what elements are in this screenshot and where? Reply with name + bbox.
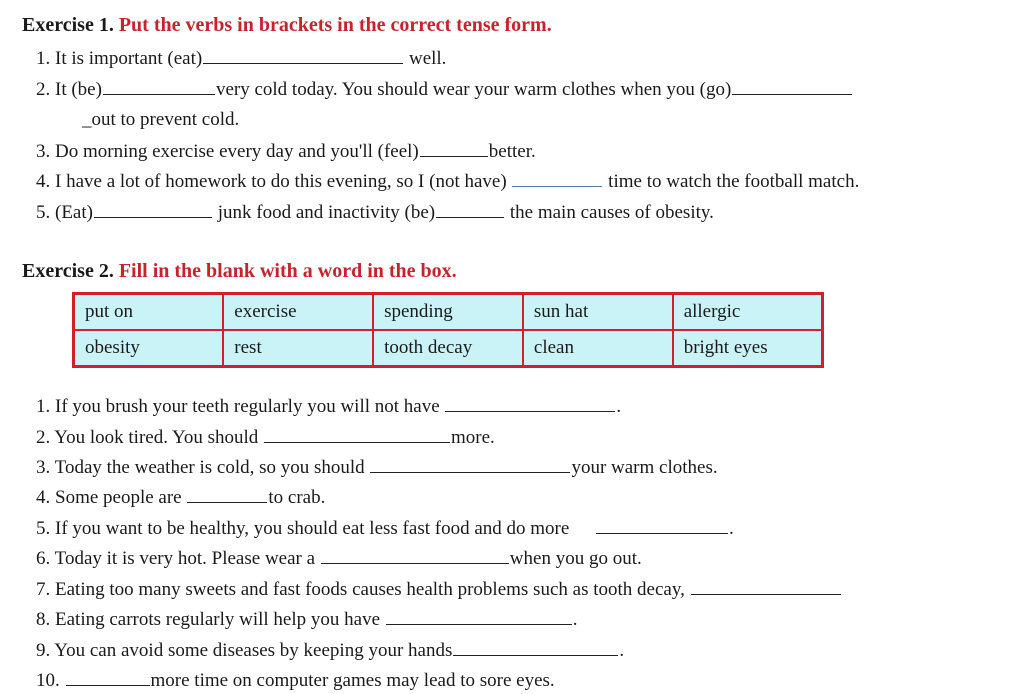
word-box-row — [74, 294, 823, 331]
ex2-item-4 — [36, 485, 325, 510]
item-text: You look tired. You should — [54, 427, 259, 448]
item-text: It (be) — [55, 79, 102, 100]
item-number: 4. — [36, 487, 51, 508]
answer-blank[interactable] — [66, 668, 150, 686]
answer-blank[interactable] — [445, 394, 615, 412]
word-box — [72, 292, 824, 368]
word-box-cell: allergic — [673, 294, 823, 331]
answer-blank[interactable] — [94, 200, 212, 218]
item-text: I have a lot of homework to do this evening, so I (not have) — [55, 171, 507, 192]
item-number: 2. — [36, 427, 51, 448]
item-text: . — [616, 396, 622, 417]
ex1-item-2-continued — [82, 108, 239, 132]
item-number: 1. — [36, 396, 51, 417]
answer-blank[interactable] — [386, 607, 572, 625]
answer-blank[interactable] — [436, 200, 504, 218]
answer-blank[interactable] — [103, 77, 215, 95]
item-text: . — [572, 609, 578, 630]
item-text: Today it is very hot. Please wear a — [54, 548, 316, 569]
exercise2-heading — [22, 259, 457, 283]
item-text: Eating too many sweets and fast foods causes health problems such as tooth decay, — [55, 579, 685, 600]
ex1-item-1 — [36, 46, 446, 71]
answer-blank[interactable] — [187, 485, 267, 503]
ex2-item-7 — [36, 577, 842, 602]
item-text: time to watch the football match. — [608, 171, 860, 192]
answer-blank[interactable] — [512, 169, 602, 187]
item-text: more. — [451, 427, 495, 448]
answer-blank[interactable] — [321, 546, 509, 564]
item-number: 5. — [36, 202, 51, 223]
word-box-cell: clean — [523, 330, 673, 367]
answer-blank[interactable] — [264, 425, 450, 443]
item-text: Do morning exercise every day and you'll (feel) — [55, 141, 419, 162]
item-text: junk food and inactivity (be) — [217, 202, 436, 223]
ex2-item-8 — [36, 607, 578, 632]
ex2-item-1 — [36, 394, 621, 419]
item-number: 3. — [36, 457, 51, 478]
item-text: when you go out. — [509, 548, 642, 569]
item-number: 5. — [36, 518, 51, 539]
item-text: Some people are — [55, 487, 182, 508]
ex2-item-2 — [36, 425, 495, 450]
word-box-cell: rest — [223, 330, 373, 367]
answer-blank[interactable] — [420, 139, 488, 157]
word-box-cell: tooth decay — [373, 330, 523, 367]
word-box-cell: exercise — [223, 294, 373, 331]
item-text: your warm clothes. — [571, 457, 718, 478]
exercise2-instruction: Fill in the blank with a word in the box. — [118, 260, 457, 282]
item-text: the main causes of obesity. — [509, 202, 714, 223]
exercise1-label: Exercise 1. — [22, 14, 114, 36]
word-box-row — [74, 330, 823, 367]
item-number: 2. — [36, 79, 51, 100]
ex1-item-4 — [36, 169, 859, 194]
item-number: 8. — [36, 609, 51, 630]
exercise1-heading — [22, 13, 552, 37]
item-number: 6. — [36, 548, 51, 569]
item-text: better. — [488, 141, 536, 162]
answer-blank[interactable] — [453, 638, 618, 656]
ex1-item-5 — [36, 200, 714, 225]
item-text: If you want to be healthy, you should eat less fast food and do more — [55, 518, 570, 539]
answer-blank[interactable] — [370, 455, 570, 473]
item-number: 4. — [36, 171, 51, 192]
item-text: You can avoid some diseases by keeping your hands — [54, 640, 453, 661]
word-box-cell: spending — [373, 294, 523, 331]
item-text: to crab. — [268, 487, 326, 508]
item-text: It is important (eat) — [55, 48, 203, 69]
ex2-item-3 — [36, 455, 718, 480]
item-text: more time on computer games may lead to sore eyes. — [150, 670, 555, 691]
item-text: . — [619, 640, 625, 661]
answer-blank[interactable] — [203, 46, 403, 64]
item-number: 3. — [36, 141, 51, 162]
answer-blank[interactable] — [732, 77, 852, 95]
item-text: Eating carrots regularly will help you have — [55, 609, 381, 630]
ex1-item-2 — [36, 77, 853, 102]
item-number: 1. — [36, 48, 51, 69]
item-text: . — [729, 518, 734, 539]
item-number: 10. — [36, 670, 60, 691]
exercise1-instruction: Put the verbs in brackets in the correct tense form. — [118, 14, 552, 36]
word-box-cell: sun hat — [523, 294, 673, 331]
item-number: 9. — [36, 640, 51, 661]
exercise2-label: Exercise 2. — [22, 260, 114, 282]
ex2-item-6 — [36, 546, 642, 571]
answer-blank[interactable] — [596, 516, 728, 534]
item-text: (Eat) — [55, 202, 93, 223]
word-box-cell: put on — [74, 294, 224, 331]
item-text: _out to prevent cold. — [82, 109, 240, 130]
ex1-item-3 — [36, 139, 536, 164]
item-text: well. — [408, 48, 447, 69]
item-text: If you brush your teeth regularly you will not have — [55, 396, 440, 417]
word-box-cell: bright eyes — [673, 330, 823, 367]
word-box-cell: obesity — [74, 330, 224, 367]
item-number: 7. — [36, 579, 51, 600]
ex2-item-10 — [36, 668, 555, 693]
item-text: very cold today. You should wear your warm clothes when you (go) — [215, 79, 732, 100]
item-text: Today the weather is cold, so you should — [54, 457, 365, 478]
ex2-item-5 — [36, 516, 734, 541]
answer-blank[interactable] — [691, 577, 841, 595]
ex2-item-9 — [36, 638, 624, 663]
